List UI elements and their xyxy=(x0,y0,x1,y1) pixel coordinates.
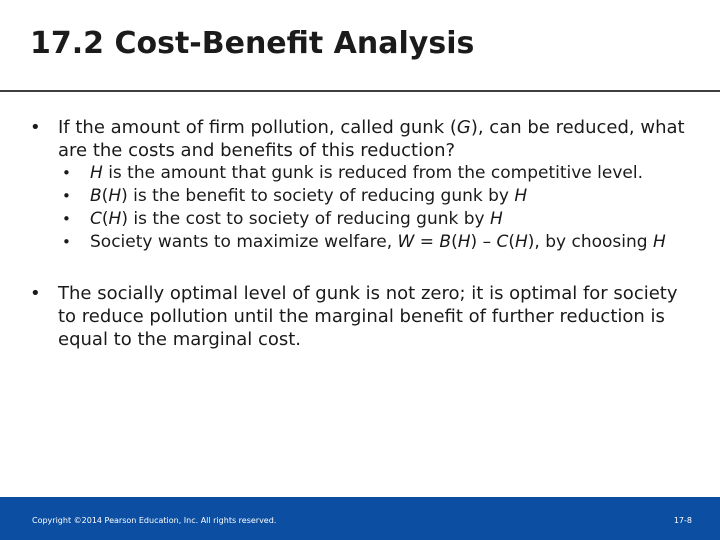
sub-bullet-4-text: Society wants to maximize welfare, W = B(H) – C(H), by choosing H xyxy=(90,232,666,252)
bullet-1-sublist xyxy=(30,162,690,254)
bullet-spacer xyxy=(30,254,690,282)
sub-bullet-3 xyxy=(30,208,690,231)
sub-bullet-marker: • xyxy=(62,210,71,228)
bullet-2-text: The socially optimal level of gunk is not zero; it is optimal for society to reduce pollution until the marginal benefit of further reduction is equal to the marginal cost. xyxy=(58,283,678,350)
sub-bullet-marker: • xyxy=(62,233,71,251)
sub-bullet-marker: • xyxy=(62,164,71,182)
copyright-notice: Copyright ©2014 Pearson Education, Inc. All rights reserved. xyxy=(32,516,277,525)
bullet-marker: • xyxy=(30,283,41,304)
sub-bullet-2-text: B(H) is the benefit to society of reducing gunk by H xyxy=(90,186,528,206)
sub-bullet-4 xyxy=(30,231,690,254)
bullet-1-text: If the amount of firm pollution, called gunk (G), can be reduced, what are the costs and benefits of this reduction? xyxy=(58,117,685,161)
footer-bar xyxy=(0,497,720,540)
slide-body xyxy=(30,116,690,351)
title-divider xyxy=(0,90,720,92)
sub-bullet-2 xyxy=(30,185,690,208)
slide-title: 17.2 Cost-Benefit Analysis xyxy=(30,26,475,61)
bullet-marker: • xyxy=(30,117,41,138)
sub-bullet-1 xyxy=(30,162,690,185)
sub-bullet-marker: • xyxy=(62,187,71,205)
sub-bullet-1-text: H is the amount that gunk is reduced from the competitive level. xyxy=(90,163,643,183)
page-number: 17-8 xyxy=(673,516,692,525)
bullet-1 xyxy=(30,116,690,162)
sub-bullet-3-text: C(H) is the cost to society of reducing gunk by H xyxy=(90,209,503,229)
bullet-2 xyxy=(30,282,690,351)
